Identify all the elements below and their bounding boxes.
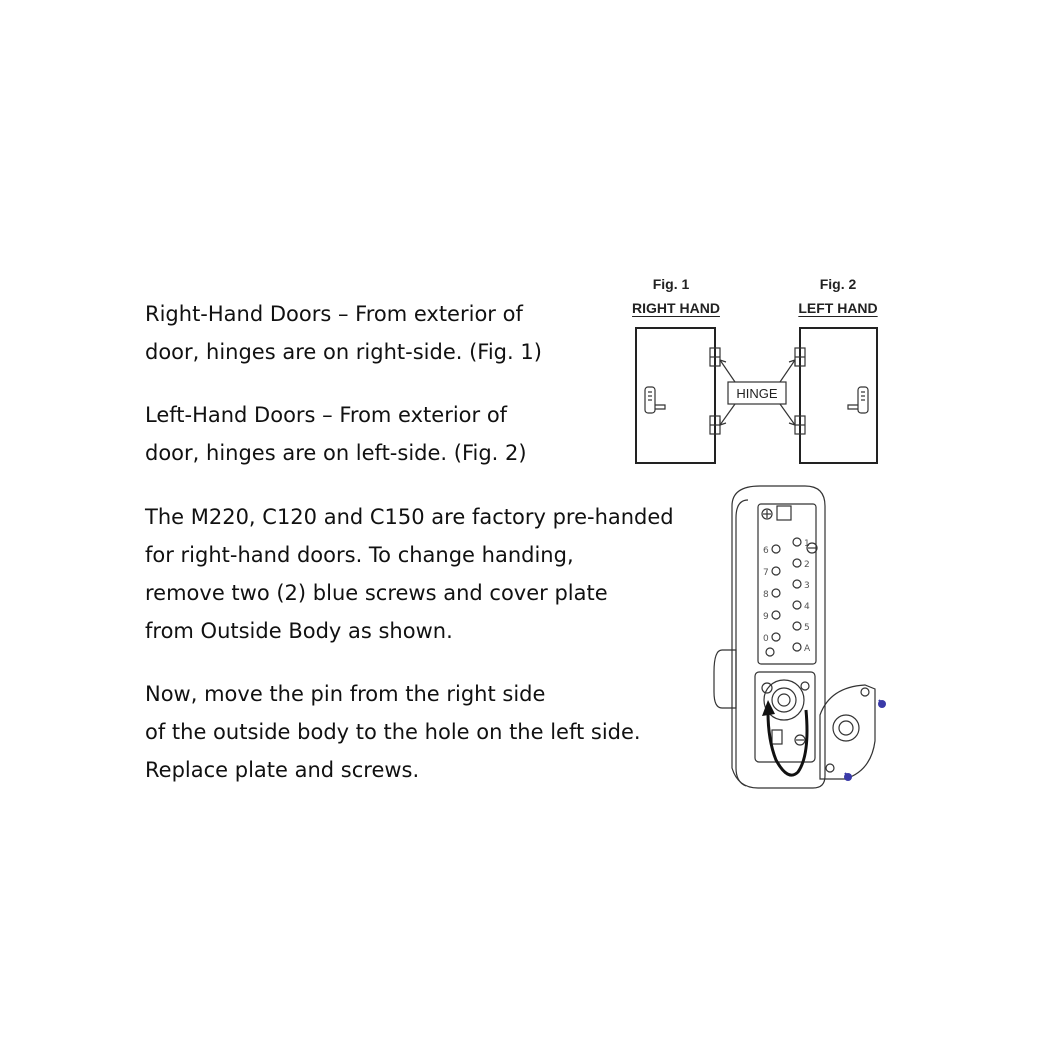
- fig2-title: Fig. 2: [819, 276, 857, 292]
- text-line: Now, move the pin from the right side: [145, 682, 546, 706]
- key-label: 6: [763, 546, 769, 556]
- key-label: 4: [804, 602, 810, 612]
- hinge-label: HINGE: [736, 386, 778, 401]
- text-line: Replace plate and screws.: [145, 758, 420, 782]
- key-label: 9: [763, 612, 769, 622]
- key-label: 0: [763, 634, 769, 644]
- fig1-subtitle: RIGHT HAND: [632, 300, 720, 316]
- key-label: 1: [804, 539, 810, 549]
- key-label: A: [804, 644, 811, 654]
- right-key-column: [793, 538, 811, 654]
- left-key-column: [763, 545, 780, 656]
- text-line: Right-Hand Doors – From exterior of: [145, 302, 523, 326]
- text-line: for right-hand doors. To change handing,: [145, 543, 574, 567]
- blue-screw-icon: [878, 700, 886, 708]
- fig1-title: Fig. 1: [652, 276, 690, 292]
- key-label: 2: [804, 560, 810, 570]
- text-line: door, hinges are on left-side. (Fig. 2): [145, 441, 527, 465]
- fig2-subtitle: LEFT HAND: [798, 300, 878, 316]
- key-label: 5: [804, 623, 810, 633]
- text-line: from Outside Body as shown.: [145, 619, 453, 643]
- text-line: remove two (2) blue screws and cover plate: [145, 581, 608, 605]
- blue-screw-icon: [844, 773, 852, 781]
- text-line: of the outside body to the hole on the left side.: [145, 720, 641, 744]
- key-label: 3: [804, 581, 810, 591]
- text-line: door, hinges are on right-side. (Fig. 1): [145, 340, 542, 364]
- text-line: Left-Hand Doors – From exterior of: [145, 403, 508, 427]
- key-label: 7: [763, 568, 769, 578]
- key-label: 8: [763, 590, 769, 600]
- text-line: The M220, C120 and C150 are factory pre-handed: [145, 505, 674, 529]
